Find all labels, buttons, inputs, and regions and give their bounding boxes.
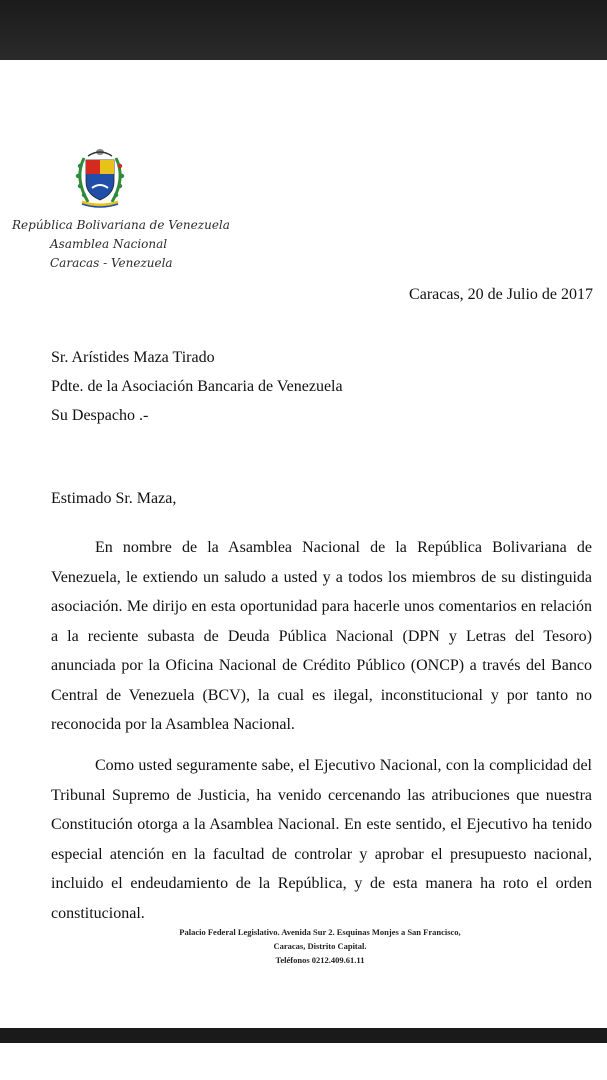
- letterhead-city: Caracas - Venezuela: [50, 256, 173, 270]
- recipient-name: Sr. Arístides Maza Tirado: [51, 349, 215, 366]
- salutation: Estimado Sr. Maza,: [51, 490, 177, 507]
- footer-city: Caracas, Distrito Capital.: [273, 941, 367, 951]
- body-paragraph: En nombre de la Asamblea Nacional de la República Bolivariana de Venezuela, le extiendo un saludo a usted y a todos los miembros de su distinguida asociación. Me dirijo en esta oportunidad para hacerle unos comentarios en relación a la reciente subasta de Deuda Pública Nacional (DPN y Letras del Tesoro) anunciada por la Oficina Nacional de Crédito Público (ONCP) a través del Banco Central de Venezuela (BCV), la cual es ilegal, inconstitucional y por tanto no reconocida por la Asamblea Nacional.: [51, 539, 592, 733]
- letterhead: [12, 216, 230, 273]
- venezuela-coat-of-arms-icon: [70, 90, 130, 210]
- bottom-dark-bar: [0, 1028, 607, 1043]
- recipient-block: [51, 343, 343, 430]
- letter-footer: [140, 925, 500, 967]
- letterhead-country: República Bolivariana de Venezuela: [12, 218, 230, 232]
- recipient-office: Su Despacho .-: [51, 407, 149, 424]
- top-dark-bar: [0, 0, 607, 60]
- letter-date: Caracas, 20 de Julio de 2017: [409, 286, 593, 303]
- footer-phone: Teléfonos 0212.409.61.11: [275, 955, 365, 965]
- body-paragraph: Como usted seguramente sabe, el Ejecutivo Nacional, con la complicidad del Tribunal Supremo de Justicia, ha venido cercenando las atribuciones que nuestra Constitución otorga a la Asamblea Nacional. En este sentido, el Ejecutivo ha tenido especial atención en la facultad de controlar y aprobar el presupuesto nacional, incluido el endeudamiento de la República, y de esta manera ha roto el orden constitucional.: [51, 757, 592, 922]
- recipient-title: Pdte. de la Asociación Bancaria de Venezuela: [51, 378, 343, 395]
- footer-address: Palacio Federal Legislativo. Avenida Sur 2. Esquinas Monjes a San Francisco,: [179, 927, 461, 937]
- letterhead-institution: Asamblea Nacional: [50, 237, 168, 251]
